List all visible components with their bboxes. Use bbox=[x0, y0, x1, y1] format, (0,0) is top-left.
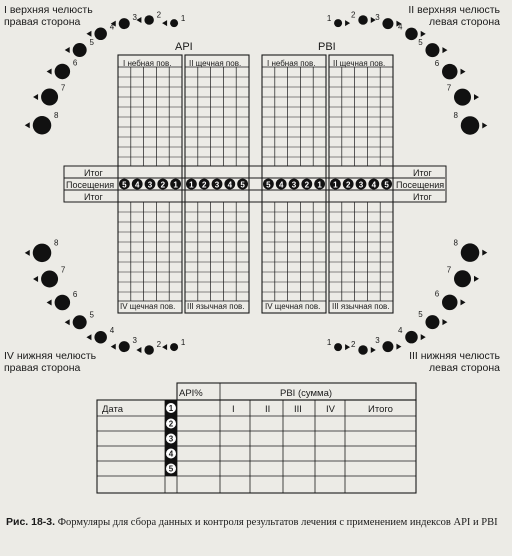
q1-tooth-marker bbox=[65, 47, 70, 53]
q3-tooth-marker bbox=[396, 344, 401, 350]
pbi-top-left-header: I небная пов. bbox=[267, 59, 316, 68]
q2-tooth-number: 3 bbox=[375, 13, 380, 23]
q3-tooth-number: 6 bbox=[434, 289, 440, 299]
q2-tooth-marker bbox=[345, 20, 350, 26]
q1-tooth bbox=[33, 116, 52, 135]
api-total-top: Итог bbox=[84, 168, 103, 178]
q3-tooth-number: 3 bbox=[375, 336, 380, 346]
q4-tooth-marker bbox=[65, 319, 70, 325]
q3-tooth-marker bbox=[461, 299, 466, 305]
quadrant-label-3: III нижняя челюсть левая сторона bbox=[409, 350, 500, 374]
pbi-right-visit-number: 4 bbox=[371, 180, 377, 190]
q3-tooth-marker bbox=[371, 347, 376, 353]
q3-tooth-marker bbox=[482, 250, 487, 256]
pbi-total-top: Итог bbox=[413, 168, 432, 178]
q4-tooth-number: 4 bbox=[109, 326, 115, 336]
q1-tooth bbox=[55, 64, 71, 80]
pbi-right-visit-number: 5 bbox=[384, 180, 389, 190]
q4-tooth bbox=[170, 343, 178, 351]
table-visit-number: 2 bbox=[168, 419, 174, 429]
q2-tooth-number: 5 bbox=[418, 38, 423, 48]
q2-tooth bbox=[358, 15, 368, 25]
q2-tooth bbox=[425, 43, 439, 57]
q4-tooth bbox=[55, 295, 71, 311]
q3-tooth bbox=[461, 243, 480, 262]
q4-tooth-marker bbox=[162, 344, 167, 350]
q1-tooth-number: 8 bbox=[54, 110, 59, 120]
pbi-right-visit-number: 2 bbox=[345, 180, 351, 190]
table-pbi-col-1: I bbox=[232, 404, 235, 415]
pbi-top-right-header: II щечная пов. bbox=[333, 59, 386, 68]
api-right-visit-number: 5 bbox=[240, 180, 245, 190]
q4-tooth bbox=[73, 315, 87, 329]
q1-tooth-number: 3 bbox=[132, 13, 137, 23]
table-pbi-col-4: IV bbox=[326, 404, 335, 415]
table-visit-number: 4 bbox=[168, 449, 174, 459]
q1-tooth-number: 6 bbox=[72, 58, 78, 68]
q2-tooth bbox=[382, 18, 393, 29]
pbi-visits-label: Посещения bbox=[396, 180, 445, 190]
q4-tooth-number: 2 bbox=[156, 340, 162, 350]
q1-tooth-number: 5 bbox=[89, 38, 94, 48]
caption-text: Формуляры для сбора данных и контроля результатов лечения с применением индексов API и PBI bbox=[57, 517, 498, 528]
pbi-left-visit-number: 5 bbox=[266, 180, 271, 190]
q4-tooth-number: 5 bbox=[89, 310, 94, 320]
q3-tooth-marker bbox=[442, 319, 447, 325]
q4-tooth bbox=[119, 341, 130, 352]
q4-tooth bbox=[33, 244, 52, 262]
q2-tooth-marker bbox=[442, 47, 447, 53]
q3-tooth-number: 4 bbox=[397, 325, 403, 335]
q2-tooth bbox=[334, 19, 342, 27]
api-left-visit-number: 2 bbox=[160, 180, 166, 190]
q4-tooth-marker bbox=[136, 347, 141, 353]
q1-tooth-number: 2 bbox=[156, 10, 162, 20]
q1-tooth-marker bbox=[47, 68, 52, 74]
api-left-visit-number: 1 bbox=[173, 180, 178, 190]
q1-tooth bbox=[41, 88, 58, 105]
q1-tooth bbox=[144, 15, 154, 25]
table-api-header: API% bbox=[179, 388, 203, 399]
figure-caption bbox=[6, 515, 506, 530]
q1-tooth-marker bbox=[86, 31, 91, 37]
pbi-bottom-left-header: IV щечная пов. bbox=[265, 302, 321, 311]
table-visit-number: 1 bbox=[168, 404, 174, 413]
quadrant-label-4: IV нижняя челюсть правая сторона bbox=[4, 350, 97, 374]
api-right-visit-number: 4 bbox=[227, 180, 233, 190]
pbi-left-visit-number: 4 bbox=[278, 180, 284, 190]
q1-tooth-marker bbox=[136, 17, 141, 23]
q2-tooth-number: 7 bbox=[446, 83, 452, 93]
table-pbi-header: PBI (сумма) bbox=[280, 388, 333, 399]
q1-tooth bbox=[119, 18, 130, 29]
api-right-visit-number: 3 bbox=[214, 180, 220, 190]
table-visit-number: 3 bbox=[168, 434, 174, 444]
q2-tooth bbox=[442, 64, 458, 80]
api-bottom-right-header: III язычная пов. bbox=[187, 302, 245, 311]
q2-tooth-marker bbox=[474, 94, 479, 100]
q3-tooth-number: 7 bbox=[446, 265, 452, 275]
q2-tooth-marker bbox=[482, 122, 487, 128]
q4-tooth-marker bbox=[25, 250, 30, 256]
pbi-total-bottom: Итог bbox=[413, 192, 432, 202]
q3-tooth bbox=[358, 345, 368, 355]
api-title: API bbox=[175, 41, 193, 53]
q4-tooth-marker bbox=[86, 334, 91, 340]
api-right-visit-number: 2 bbox=[201, 180, 207, 190]
q3-tooth-number: 8 bbox=[453, 238, 458, 248]
q3-tooth-number: 5 bbox=[418, 310, 423, 320]
pbi-left-visit-number: 2 bbox=[304, 180, 310, 190]
q2-tooth-number: 2 bbox=[351, 10, 356, 20]
q4-tooth-number: 6 bbox=[72, 289, 78, 299]
q3-tooth-marker bbox=[421, 334, 426, 340]
pbi-right-visit-number: 1 bbox=[333, 180, 338, 190]
api-bottom-left-header: IV щечная пов. bbox=[120, 302, 176, 311]
q2-tooth bbox=[461, 116, 480, 134]
table-pbi-col-3: III bbox=[294, 404, 302, 415]
quadrant-label-2: II верхняя челюсть левая сторона bbox=[408, 4, 500, 28]
pbi-left-visit-number: 3 bbox=[291, 180, 297, 190]
q1-tooth-number: 4 bbox=[109, 22, 115, 32]
q4-tooth-number: 7 bbox=[60, 265, 66, 275]
q3-tooth-marker bbox=[474, 276, 479, 282]
pbi-left-visit-number: 1 bbox=[317, 180, 322, 190]
api-top-right-header: II щечная пов. bbox=[189, 59, 242, 68]
q2-tooth-marker bbox=[421, 31, 426, 37]
api-total-bottom: Итог bbox=[84, 192, 103, 202]
caption-label: Рис. 18-3. bbox=[6, 516, 56, 528]
q3-tooth bbox=[382, 341, 393, 352]
q4-tooth-marker bbox=[33, 276, 38, 282]
q1-tooth-number: 1 bbox=[180, 14, 186, 24]
q1-tooth bbox=[170, 19, 178, 27]
q1-tooth bbox=[94, 28, 107, 41]
q4-tooth-number: 1 bbox=[180, 338, 186, 348]
q1-tooth bbox=[73, 43, 87, 57]
q1-tooth-number: 7 bbox=[60, 83, 66, 93]
api-left-visit-number: 3 bbox=[147, 180, 153, 190]
pbi-bottom-right-header: III язычная пов. bbox=[332, 302, 390, 311]
q1-tooth-marker bbox=[162, 20, 167, 26]
q2-tooth-number: 8 bbox=[453, 111, 458, 121]
table-pbi-col-2: II bbox=[265, 404, 271, 415]
q2-tooth-marker bbox=[461, 69, 466, 75]
q2-tooth bbox=[454, 89, 471, 106]
q1-tooth-marker bbox=[33, 94, 38, 100]
q4-tooth-number: 8 bbox=[54, 238, 59, 248]
table-total-header: Итого bbox=[368, 404, 393, 415]
table-date-header: Дата bbox=[102, 404, 124, 415]
table-visit-number: 5 bbox=[168, 464, 174, 474]
q3-tooth-number: 2 bbox=[351, 340, 356, 350]
pbi-title: PBI bbox=[318, 41, 336, 53]
quadrant-label-1: I верхняя челюсть правая сторона bbox=[4, 4, 93, 28]
q4-tooth bbox=[144, 345, 154, 355]
q4-tooth-marker bbox=[47, 300, 52, 306]
q3-tooth bbox=[454, 270, 471, 287]
api-top-left-header: I небная пов. bbox=[123, 59, 172, 68]
q1-tooth-marker bbox=[25, 122, 30, 128]
q3-tooth bbox=[334, 343, 342, 351]
q2-tooth-number: 4 bbox=[397, 22, 403, 32]
api-left-visit-number: 4 bbox=[134, 180, 140, 190]
api-right-visit-number: 1 bbox=[189, 180, 194, 190]
api-left-visit-number: 5 bbox=[122, 180, 127, 190]
q2-tooth-number: 6 bbox=[434, 58, 440, 68]
q4-tooth-marker bbox=[111, 344, 116, 350]
q3-tooth bbox=[405, 331, 418, 344]
q3-tooth-marker bbox=[345, 344, 350, 350]
q2-tooth-number: 1 bbox=[326, 14, 332, 24]
q3-tooth bbox=[442, 295, 458, 311]
api-visits-label: Посещения bbox=[66, 180, 115, 190]
q3-tooth-number: 1 bbox=[326, 338, 332, 348]
q2-tooth bbox=[405, 28, 418, 41]
q4-tooth-number: 3 bbox=[132, 336, 137, 346]
q4-tooth bbox=[41, 270, 58, 287]
pbi-right-visit-number: 3 bbox=[358, 180, 364, 190]
q3-tooth bbox=[425, 315, 439, 329]
q4-tooth bbox=[94, 331, 107, 344]
